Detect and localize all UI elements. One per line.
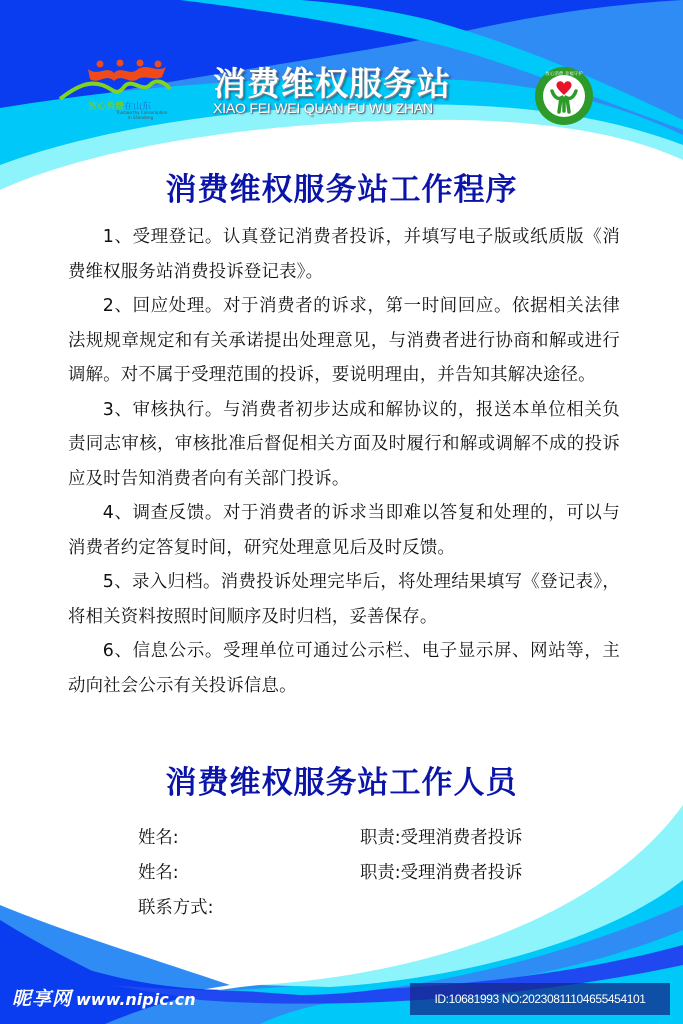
green-circle-heart-emblem-icon	[533, 65, 595, 127]
staff-row	[138, 853, 558, 888]
header-title: 消费维权服务站	[213, 64, 451, 103]
procedure-item: 4、调查反馈。对于消费者的诉求当即难以答复和处理的，可以与消费者约定答复时间，研究处理意见后及时反馈。	[68, 503, 620, 558]
three-figures-wave-logo-icon	[58, 55, 178, 103]
contact-row	[138, 888, 558, 923]
consumer-association-emblem	[533, 65, 595, 127]
duty-label: 职责:受理消费者投诉	[360, 863, 523, 883]
staff-title: 消费维权服务站工作人员	[165, 765, 518, 801]
watermark-brand: 昵享网 www.nipic.cn	[12, 988, 196, 1010]
procedure-item: 6、信息公示。受理单位可通过公示栏、电子显示屏、网站等，主动向社会公示有关投诉信息。	[68, 641, 620, 696]
watermark-url: www.nipic.cn	[76, 990, 196, 1009]
svg-text:放心消费 幸福守护: 放心消费 幸福守护	[545, 72, 583, 77]
shandong-consumption-logo	[58, 55, 178, 120]
procedure-title: 消费维权服务站工作程序	[165, 172, 518, 208]
staff-row	[138, 818, 558, 853]
logo-english-text: Trustworthy Consumption in Shandong	[116, 110, 168, 120]
duty-label: 职责:受理消费者投诉	[360, 828, 523, 848]
procedure-item: 1、受理登记。认真登记消费者投诉，并填写电子版或纸质版《消费维权服务站消费投诉登记表》。	[68, 227, 620, 282]
procedure-list	[68, 220, 620, 703]
staff-list	[138, 818, 558, 923]
contact-label: 联系方式:	[138, 898, 214, 918]
procedure-item: 3、审核执行。与消费者初步达成和解协议的，报送本单位相关负责同志审核，审核批准后督促相关方面及时履行和解或调解不成的投诉应及时告知消费者向有关部门投诉。	[68, 399, 620, 489]
name-label: 姓名:	[138, 863, 179, 883]
watermark-id: ID:10681993 NO:20230811104655454101	[410, 983, 670, 1015]
procedure-item: 5、录入归档。消费投诉处理完毕后，将处理结果填写《登记表》，将相关资料按照时间顺序及时归档，妥善保存。	[68, 572, 620, 627]
name-label: 姓名:	[138, 828, 179, 848]
header-pinyin-subtitle: XIAO FEI WEI QUAN FU WU ZHAN	[213, 100, 433, 116]
logo-slogan: 放心消费在山东	[88, 102, 152, 112]
procedure-item: 2、回应处理。对于消费者的诉求，第一时间回应。依据相关法律法规规章规定和有关承诺提出处理意见，与消费者进行协商和解或进行调解。对不属于受理范围的投诉，要说明理由，并告知其解决途径。	[68, 296, 620, 385]
